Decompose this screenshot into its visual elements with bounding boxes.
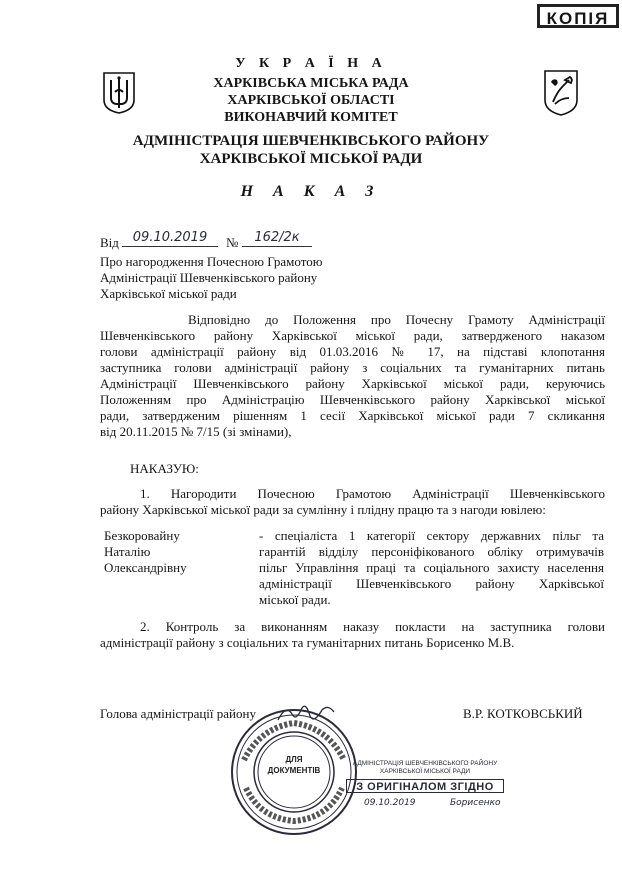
preamble-line: голови адміністрації району від 01.03.2016 № 17, на підставі клопотання (100, 344, 605, 359)
number-prefix: № (226, 235, 239, 250)
round-seal (230, 708, 358, 836)
preamble-line: ради, затвердженим рішенням 1 сесії Харківської міської ради 7 скликання (100, 408, 605, 423)
council-heading-line1: ХАРКІВСЬКА МІСЬКА РАДА (213, 76, 409, 91)
preamble (100, 312, 605, 440)
subject-line: Харківської міської ради (100, 286, 237, 301)
item2-line: 2. Контроль за виконанням наказу покласти на заступника голови (140, 619, 605, 634)
preamble-line: Положенням про Адміністрацію Шевченківського району Харківської міської (100, 392, 605, 407)
item1-line: району Харківської міської ради за сумлінну і плідну працю та з нагоди ювілею: (100, 502, 546, 517)
position-line: гарантій відділу персоніфікованого обліку отримувачів (259, 544, 604, 559)
order-word: НАКАЗУЮ: (130, 461, 199, 476)
subject (100, 254, 400, 302)
order-item-2 (100, 619, 605, 651)
order-date: 09.10.2019 (122, 230, 218, 247)
position-line: - спеціаліста 1 категорії сектору державних пільг та (259, 528, 604, 543)
preamble-line: від 20.11.2015 № 7/15 (зі змінами), (100, 424, 292, 439)
preamble-line: заступника голови адміністрації району з соціальних та гуманітарних питань (100, 360, 605, 375)
cert-date: 09.10.2019 (364, 798, 416, 808)
council-heading-line2: ХАРКІВСЬКОЇ ОБЛАСТІ (227, 93, 395, 108)
date-number-line (100, 230, 340, 250)
item1-line: 1. Нагородити Почесною Грамотою Адміністрації Шевченківського (140, 486, 605, 501)
awardee-name-line: Олександрівну (104, 560, 187, 575)
cert-org-line2: ХАРКІВСЬКОЇ МІСЬКОЇ РАДИ (379, 768, 471, 775)
order-item-1 (100, 486, 605, 518)
committee-heading: ВИКОНАВЧИЙ КОМІТЕТ (224, 110, 398, 125)
seal-text-line1: ДЛЯ (285, 755, 303, 764)
signatory-title: Голова адміністрації району (100, 706, 256, 721)
cert-signature: Борисенко (450, 798, 501, 808)
awardee-position (259, 528, 604, 608)
awardee-name-line: Наталію (104, 544, 151, 559)
awardee-name (104, 528, 224, 576)
preamble-line: Адміністрації Шевченківського району Харківської міської ради, керуючись (100, 376, 605, 391)
admin-heading-line2: ХАРКІВСЬКОЇ МІСЬКОЇ РАДИ (199, 151, 423, 167)
certification-stamp (340, 760, 510, 826)
cert-match-stamp: З ОРИГІНАЛОМ ЗГІДНО (346, 779, 504, 793)
subject-line: Про нагородження Почесною Грамотою (100, 254, 323, 269)
position-line: міської ради. (259, 592, 331, 607)
position-line: адміністрації Шевченківського району Харківської (259, 576, 604, 591)
cert-org-line1: АДМІНІСТРАЦІЯ ШЕВЧЕНКІВСЬКОГО РАЙОНУ (352, 760, 498, 767)
date-prefix: Від (100, 235, 119, 250)
country-heading: У К Р А Ї Н А (235, 56, 387, 71)
position-line: пільг Управління праці та соціального захисту населення (259, 560, 604, 575)
subject-line: Адміністрації Шевченківського району (100, 270, 318, 285)
document-type-heading: Н А К А З (240, 183, 382, 200)
signatory-name: В.Р. КОТКОВСЬКИЙ (463, 706, 583, 721)
awardee-name-line: Безкоровайну (104, 528, 180, 543)
copy-stamp: КОПІЯ (537, 4, 619, 28)
item2-line: адміністрації району з соціальних та гуманітарних питань Борисенко М.В. (100, 635, 515, 650)
preamble-line: Відповідно до Положення про Почесну Грамоту Адміністрації (188, 312, 605, 327)
order-number: 162/2к (242, 230, 312, 247)
preamble-line: Шевченківського району Харківської міської ради, затвердженого наказом (100, 328, 605, 343)
seal-text-line2: ДОКУМЕНТІВ (267, 766, 321, 775)
admin-heading-line1: АДМІНІСТРАЦІЯ ШЕВЧЕНКІВСЬКОГО РАЙОНУ (132, 133, 490, 149)
